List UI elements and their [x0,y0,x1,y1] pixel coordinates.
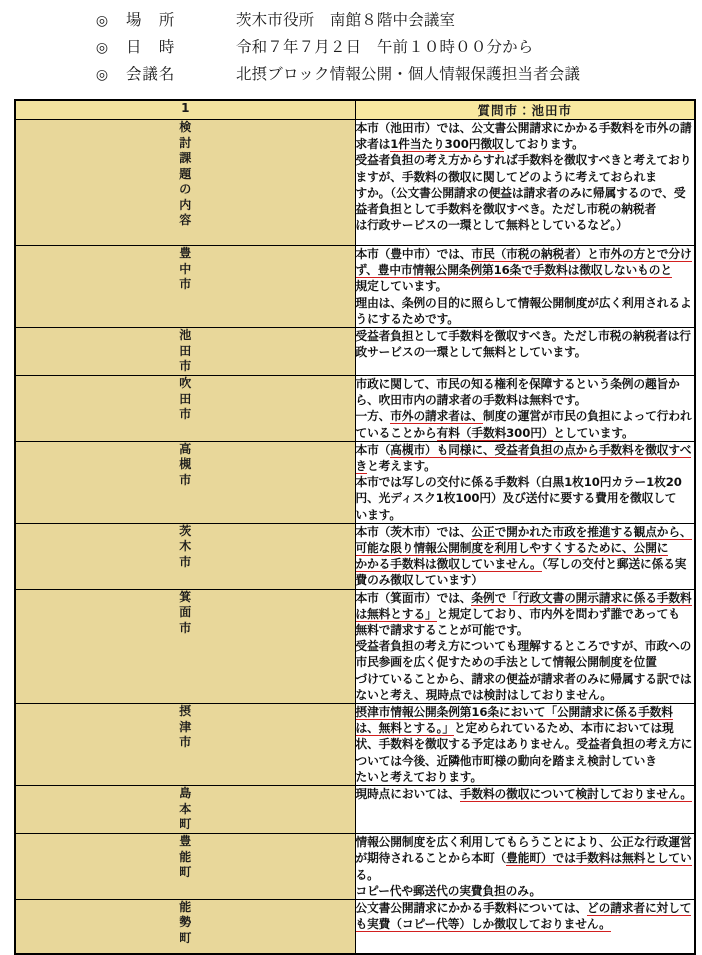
vertical-label-char: 池 [179,328,192,343]
answer-text-line [356,622,695,638]
vertical-label-char: 市 [179,359,192,374]
highlighted-text: 豊能町）では手数料は無料としてい [506,851,692,866]
bullet-marker-icon: ◎ [95,41,109,56]
vertical-label-char: 茨 [179,523,192,538]
municipality-name-vertical-text [16,442,355,489]
plain-text: たいと考えております。 [355,769,483,784]
plain-text: と規定しており、市内外を問わず誰であっても [436,606,680,621]
municipality-name-vertical-text [16,524,355,571]
municipality-answer-cell [355,834,695,900]
vertical-label-char: 中 [179,261,192,276]
vertical-label-char: 町 [179,865,192,880]
detail-row [15,120,695,246]
plain-text: 無料で請求することが可能です。 [355,623,529,638]
municipality-label-cell [15,834,355,900]
answer-text-line [356,185,695,217]
vertical-label-char: 本 [179,801,192,816]
municipality-answer-cell [355,899,695,954]
plain-text: 制度の運営が市民の負担によって行われていることから [355,409,692,440]
highlighted-text: 公正で開かれた市政を推進する観点から、可能な限り情報公開制度を利用しやすくするために、公開に [355,524,692,556]
plain-text: 受益者負担の考え方についても理解するところですが、市政への市民参画を広く促すための手法として情報公開制度を位置 [355,639,692,670]
meeting-name-value: 北摂ブロック情報公開・個人情報保護担当者会議 [236,66,581,83]
vertical-label-char: 市 [179,277,192,291]
municipality-label-cell [15,786,355,834]
municipality-label-cell [15,246,355,328]
answer-text-line [356,883,695,899]
plain-text: と考えます。 [367,459,436,474]
answer-text-line [356,556,695,588]
municipality-answer-cell [355,328,695,376]
plain-text: 状、手数料を徴収する予定はありません。受益者負担の考え方については今後、近隣他市町様の動向を踏まえ検討していき [355,737,693,768]
plain-text: コピー代や郵送代の実費負担のみ。 [355,883,542,898]
vertical-label-char: 津 [179,719,192,734]
municipality-answer-cell [355,246,695,328]
municipality-name-vertical-text [16,900,355,947]
vertical-label-char: 市 [179,472,192,487]
plain-text: としています。 [553,425,634,440]
meeting-datetime-value: 令和７年７月２日 午前１０時００分から [236,39,534,56]
municipality-name-vertical-text [16,834,355,881]
vertical-label-char: 市 [179,620,192,635]
vertical-label-char: の [179,182,192,196]
answer-text-line [356,590,695,622]
answer-text-line [356,638,695,670]
table-row [15,834,695,900]
answer-text-line [356,328,695,360]
answer-text-line [356,786,695,802]
answer-text-line [356,524,695,556]
answer-text-line [356,278,695,294]
detail-label-cell [15,120,355,246]
municipality-answer-cell [355,523,695,589]
vertical-label-char: 木 [179,539,192,554]
vertical-label-char: 能 [179,849,192,864]
meeting-datetime-label: 日 時 [126,39,176,56]
municipality-label-cell [15,704,355,786]
detail-body-cell [355,120,695,246]
highlighted-text: 高槻市）も同様に、受益者負担の点から手数料を徴収すべき [355,442,692,474]
municipality-answer-cell [355,376,695,442]
table-row [15,704,695,786]
vertical-label-char: 勢 [179,915,192,930]
plain-text: 本市（茨木市）では、 [355,524,472,539]
detail-label-vertical-text [16,120,355,229]
vertical-label-char: 田 [179,343,192,358]
municipality-name-vertical-text [16,376,355,423]
highlighted-text: 摂津市情報公開条例第16条において「公開請求に係る手数料は、無料とする。」 [355,705,673,736]
table-row [15,786,695,834]
vertical-label-char: 市 [179,407,192,422]
answer-text-line [356,376,695,408]
meeting-info-header [0,0,702,95]
vertical-label-char: 島 [179,786,192,801]
meeting-place-value: 茨木市役所 南館８階中会議室 [236,12,456,29]
plain-text: 本市（ [355,442,391,457]
vertical-label-char: 検 [179,120,192,134]
highlighted-text: 有料（手数料300円） [436,425,554,440]
answer-text-line [356,442,695,474]
row-number-cell: 1 [15,100,355,120]
vertical-label-char: 高 [179,441,192,456]
plain-text: 現時点においては、 [355,787,460,802]
plain-text: づけていることから、請求の便益が請求者のみに帰属する訳ではないと考え、現時点では検討はしておりません。 [355,671,692,702]
plain-text: 本市では写しの交付に係る手数料（白黒1枚10円カラー1枚20円、光ディスク1枚100円）及び送付に要する費用を徴収して [355,475,682,506]
municipality-name-vertical-text [16,704,355,751]
municipality-label-cell [15,523,355,589]
municipality-answer-cell [355,704,695,786]
plain-text: 公文書公開請求にかかる手数料については、 [355,900,588,915]
vertical-label-char: 討 [179,135,192,150]
answer-text-line [356,507,695,523]
municipality-answer-cell [355,441,695,523]
vertical-label-char: 槻 [179,457,192,472]
answer-text-line [356,217,695,233]
municipality-label-cell [15,589,355,703]
plain-text: 受益者負担として手数料を徴収すべき。ただし市税の納税者は行政サービスの一環として無料としています。 [355,329,691,360]
plain-text: 規定しています。 [355,279,448,294]
municipality-name-vertical-text [16,328,355,375]
plain-text: る。 [355,867,379,882]
table-row [15,523,695,589]
plain-text: しております。 [503,137,584,152]
plain-text: 本市（池田市）では、公文書公開請求にかかる手数料を市外の請求者は [355,121,692,152]
highlighted-text: 1件当たり300円徴収 [390,137,504,152]
plain-text: 本市（豊中市）では、 [355,247,472,261]
vertical-label-char: 題 [179,166,192,181]
table-row [15,246,695,328]
answer-text-line [356,246,695,278]
vertical-label-char: 容 [179,213,192,227]
highlighted-text: 条例で「行政文書の開示請求に係る手数料は無料とする」 [355,590,692,621]
plain-text: 受益者負担の考え方からすれば手数料を徴収すべきと考えておりますが、手数料の徴収に関してどのように考えておられま [355,153,692,184]
plain-text: 市政に関して、市民の知る権利を保障するという条例の趣旨から、吹田市内の請求者の手数料は無料です。 [355,377,680,408]
vertical-label-char: 豊 [179,246,192,260]
municipality-answer-cell [355,786,695,834]
answer-text-line [356,408,695,440]
municipality-answer-cell [355,589,695,703]
meeting-info-line [0,62,702,89]
municipality-label-cell [15,328,355,376]
answer-text-line [356,867,695,883]
plain-text: （写しの交付と郵送に係る実費のみ徴収しています） [355,557,687,588]
municipality-label-cell [15,376,355,442]
table-row [15,899,695,954]
highlighted-text: どの請求者に対しても実費（コピー代等）しか徴収しておりません。 [355,900,692,932]
municipality-name-vertical-text [16,246,355,293]
answer-text-line [356,120,695,152]
vertical-label-char: 摂 [179,704,192,719]
municipality-label-cell [15,899,355,954]
table-row [15,589,695,703]
answer-text-line [356,736,695,768]
meeting-place-label: 場 所 [126,12,176,29]
question-city-header: 質問市：池田市 [355,100,695,120]
responses-table [14,99,696,955]
bullet-marker-icon: ◎ [95,68,109,83]
answer-text-line [356,769,695,785]
highlighted-text: かかる手数料は徴収していません。 [355,557,542,572]
answer-text-line [356,671,695,703]
bullet-marker-icon: ◎ [95,14,109,29]
highlighted-text: 手数料の徴収について検討しておりません。 [459,787,693,802]
plain-text: は行政サービスの一環として無料としているなど。） [355,218,628,233]
table-row [15,376,695,442]
municipality-name-vertical-text [16,590,355,637]
plain-text: すか。（公文書公開請求の便益は請求者のみに帰属するので、受益者負担として手数料を徴収すべき。ただし市税の納税者 [355,185,686,217]
plain-text: 理由は、条例の目的に照らして情報公開制度が広く利用されるようにするためです。 [355,295,692,326]
vertical-label-char: 内 [179,197,192,212]
vertical-label-char: 能 [179,899,192,914]
vertical-label-char: 市 [179,554,192,569]
vertical-label-char: 市 [179,735,192,750]
plain-text: と定められているため、本市においては現 [453,721,674,736]
responses-table-body [15,100,695,954]
plain-text: 情報公開制度を広く利用してもらうことにより、公正な行政運営が期待されることから本町（ [355,835,692,866]
meeting-info-line [0,35,702,62]
vertical-label-char: 面 [179,605,192,620]
meeting-name-label: 会議名 [126,66,176,83]
vertical-label-char: 田 [179,391,192,406]
municipality-name-vertical-text [16,786,355,833]
answer-text-line [356,295,695,327]
highlighted-text: 市外の請求者は、 [390,409,483,424]
meeting-info-line [0,8,702,35]
answer-text-line [356,900,695,932]
answer-text-line [356,704,695,736]
table-header-row [15,100,695,120]
municipality-label-cell [15,441,355,523]
vertical-label-char: 豊 [179,834,192,849]
answer-text-line [356,152,695,184]
table-row [15,328,695,376]
answer-text-line [356,834,695,866]
plain-text: 本市（箕面市）では、 [355,590,472,605]
answer-text-line [356,474,695,506]
highlighted-text: 市民（市税の納税者）と市外の方とで分けず、豊中市情報公開条例第16条で手数料は徴収しないものと [355,247,692,278]
vertical-label-char: 箕 [179,589,192,604]
vertical-label-char: 町 [179,817,192,832]
table-row [15,441,695,523]
vertical-label-char: 課 [179,151,192,165]
plain-text: 一方、 [355,409,391,424]
vertical-label-char: 町 [179,930,192,945]
plain-text: います。 [355,507,401,522]
vertical-label-char: 吹 [179,376,192,391]
